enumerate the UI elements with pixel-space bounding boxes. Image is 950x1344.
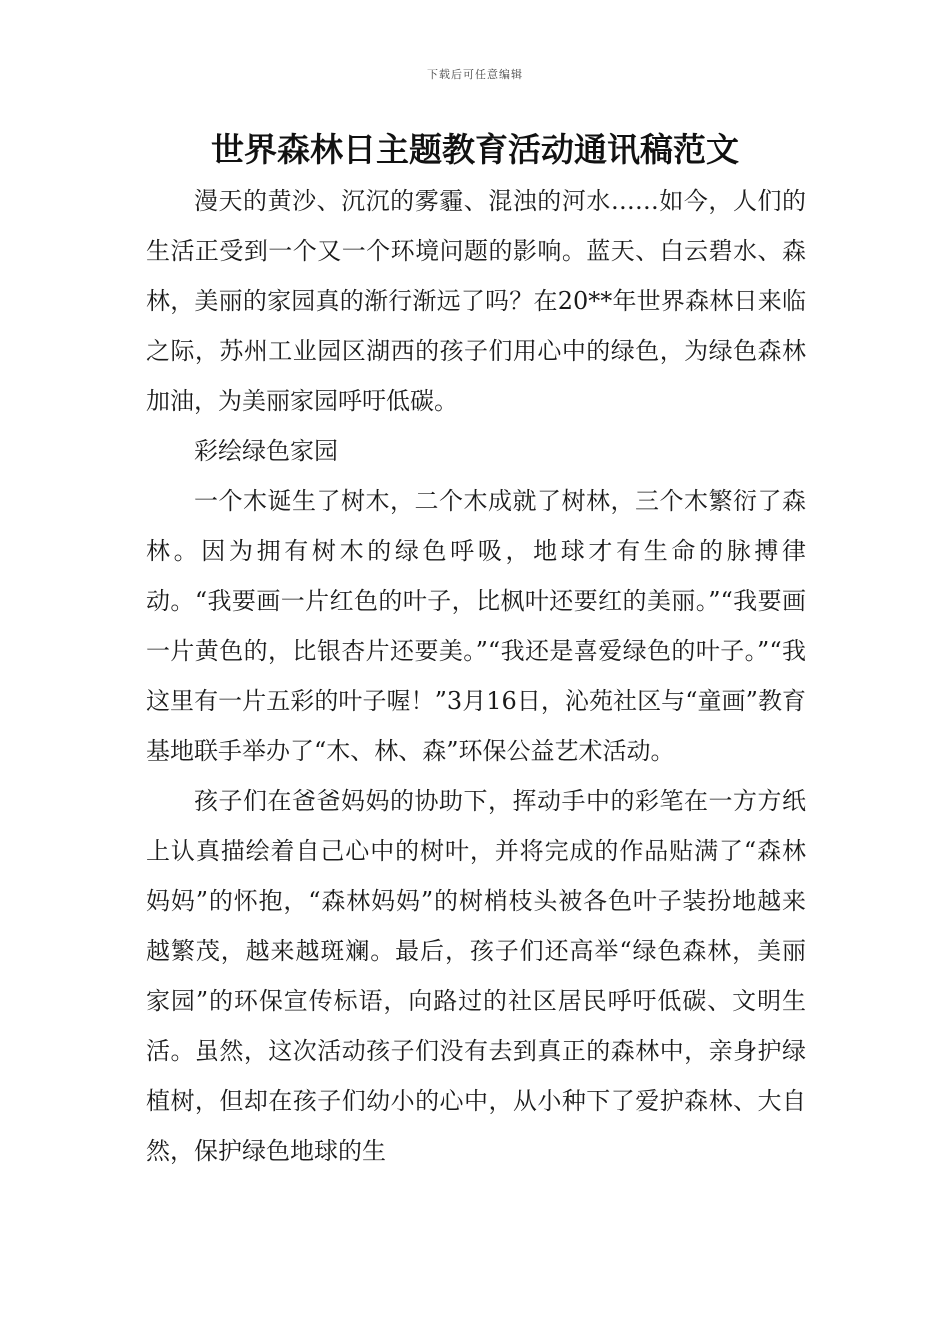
paragraph-activity: 一个木诞生了树木，二个木成就了树林，三个木繁衍了森林。因为拥有树木的绿色呼吸，地球才有生命的脉搏律动。“我要画一片红色的叶子，比枫叶还要红的美丽。”“我要画一片黄色的，比银杏片还要美。”“我还是喜爱绿色的叶子。”“我这里有一片五彩的叶子喔！”3月16日，沁苑社区与“童画”教育基地联手举办了“木、林、森”环保公益艺术活动。 bbox=[146, 487, 806, 765]
section-heading: 彩绘绿色家园 bbox=[194, 437, 338, 465]
document-title: 世界森林日主题教育活动通讯稿范文 bbox=[211, 130, 739, 169]
paragraph-children: 孩子们在爸爸妈妈的协助下，挥动手中的彩笔在一方方纸上认真描绘着自己心中的树叶，并将完成的作品贴满了“森林妈妈”的怀抱，“森林妈妈”的树梢枝头被各色叶子装扮地越来越繁茂，越来越斑斓。最后，孩子们还高举“绿色森林，美丽家园”的环保宣传标语，向路过的社区居民呼吁低碳、文明生活。虽然，这次活动孩子们没有去到真正的森林中，亲身护绿植树，但却在孩子们幼小的心中，从小种下了爱护森林、大自然，保护绿色地球的生 bbox=[146, 787, 806, 1165]
document-body bbox=[146, 176, 806, 1176]
header-note: 下载后可任意编辑 bbox=[427, 68, 523, 81]
paragraph-intro: 漫天的黄沙、沉沉的雾霾、混浊的河水……如今，人们的生活正受到一个又一个环境问题的影响。蓝天、白云碧水、森林，美丽的家园真的渐行渐远了吗？在20**年世界森林日来临之际，苏州工业园区湖西的孩子们用心中的绿色，为绿色森林加油，为美丽家园呼吁低碳。 bbox=[146, 187, 806, 415]
